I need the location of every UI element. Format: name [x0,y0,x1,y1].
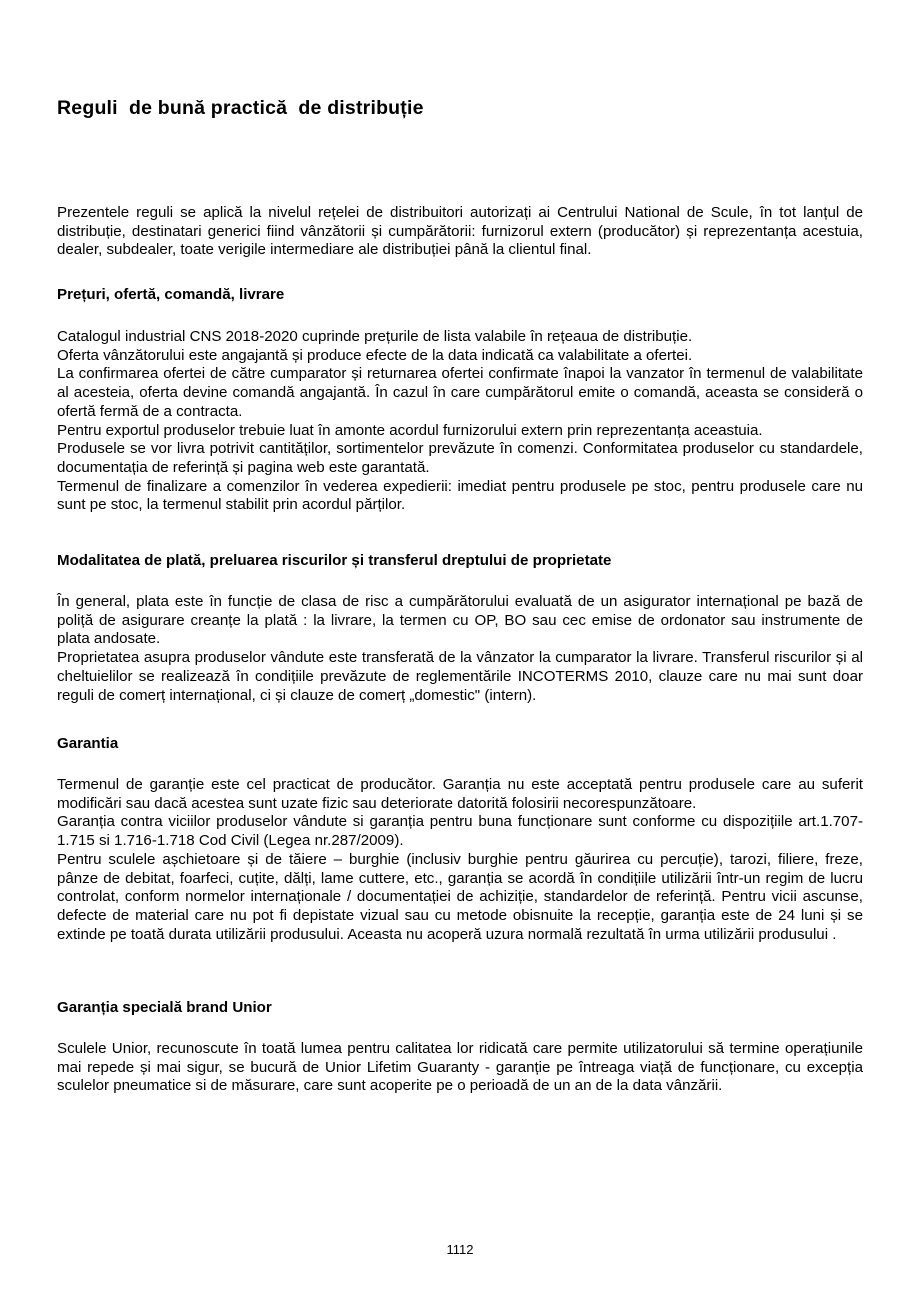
paragraph-line-run: În general, plata este în funcție de clasa de risc a cumpărătorului evaluată de un asigurator internațional pe bază de poliță de asigurare creanțe la plată : la livrare, la termen cu OP, BO sau cec emise de ordonator sau instrumente de plata andosate. [57,593,863,648]
paragraph-garantia-unior: Sculele Unior, recunoscute în toată lumea pentru calitatea lor ridicată care permite utilizatorului să termine operațiunile mai repede și mai sigur, se bucură de Unior Lifetim Guaranty - garanție pe întreaga viață de funcționare, cu excepția sculelor pneumatice si de măsurare, care sunt acoperite pe o perioadă de un an de la data vânzării. [57,1040,863,1095]
paragraph-line-run: Termenul de finalizare a comenzilor în vederea expedierii: imediat pentru produsele pe stoc, pentru produsele care nu sunt pe stoc, la termenul stabilit prin acordul părților. [57,477,863,514]
paragraph-line-run: Proprietatea asupra produselor vândute este transferată de la vânzator la cumparator la livrare. Transferul riscurilor și al cheltuielilor se realizează în condițiile prevăzute de reglementările INCOTERMS 2010, clauze care nu mai sunt doar reguli de comerț internațional, ci și clauze de comerț „domestic" (intern). [57,649,863,704]
page-number-footer: 1112 [446,1242,474,1257]
section-heading-preturi: Prețuri, ofertă, comandă, livrare [57,286,285,303]
section-heading-garantia-unior: Garanția specială brand Unior [57,999,272,1016]
paragraph-line-run: Termenul de garanție este cel practicat de producător. Garanția nu este acceptată pentru produsele care au suferit modificări sau dacă acestea sunt uzate fizic sau deteriorate datorită folosirii necorespunzătoare. [57,776,863,812]
paragraph-intro: Prezentele reguli se aplică la nivelul rețelei de distribuitori autorizați ai Centrului National de Scule, în tot lanțul de distribuție, destinatari generici fiind vânzătorii și cumpărătorii: furnizorul extern (producător) și reprezentanța acestuia, dealer, subdealer, toate verigile intermediare ale distribuției până la clientul final. [57,204,863,259]
paragraph-line-run: Oferta vânzătorului este angajantă și produce efecte de la data indicată ca valabilitate a ofertei. [57,346,693,364]
paragraph-line-run: Produsele se vor livra potrivit cantităților, sortimentelor prevăzute în comenzi. Conformitatea produselor cu standardele, documentația de referință și pagina web este garantată. [57,440,863,476]
paragraph-garantia [57,776,863,944]
section-heading-garantia: Garantia [57,735,119,752]
paragraph-line-run: Catalogul industrial CNS 2018-2020 cuprinde prețurile de lista valabile în rețeaua de distribuție. [57,328,693,345]
section-heading-modalitatea-de-plata: Modalitatea de plată, preluarea riscurilor și transferul dreptului de proprietate [57,552,612,569]
paragraph-modalitatea-de-plata [57,593,863,705]
paragraph-line-run: Pentru exportul produselor trebuie luat în amonte acordul furnizorului extern prin reprezentanța aceastuia. [57,421,763,439]
paragraph-line-run: Garanția contra viciilor produselor vândute si garanția pentru buna funcționare sunt conforme cu dispozițiile art.1.707-1.715 si 1.716-1.718 Cod Civil (Legea nr.287/2009). [57,813,863,850]
paragraph-line-run: Pentru sculele așchietoare și de tăiere – burghie (inclusiv burghie pentru găurirea cu percuție), tarozi, filiere, freze, pânze de debitat, foarfeci, cuțite, dălți, lame cuttere, etc., garanția se acordă în condițiile utilizării într-un regim de lucru controlat, conform normelor internaționale / documentației de achiziție, standardelor de referință. Pentru vicii ascunse, defecte de material care nu pot fi depistate vizual sau cu metode obisnuite la recepție, garanția este de 24 luni și se extinde pe toată durata utilizării produsului. Aceasta nu acoperă uzura normală rezultată în urma utilizării produsului . [57,850,863,943]
paragraph-preturi [57,328,863,515]
page-title: Reguli de bună practică de distribuție [57,97,424,119]
paragraph-line-run: La confirmarea ofertei de către cumparator și returnarea ofertei confirmate înapoi la vanzator în termenul de valabilitate al acesteia, oferta devine comandă angajantă. În cazul în care cumpărătorul emite o comandă, aceasta se consideră o ofertă fermă de a contracta. [57,365,863,420]
